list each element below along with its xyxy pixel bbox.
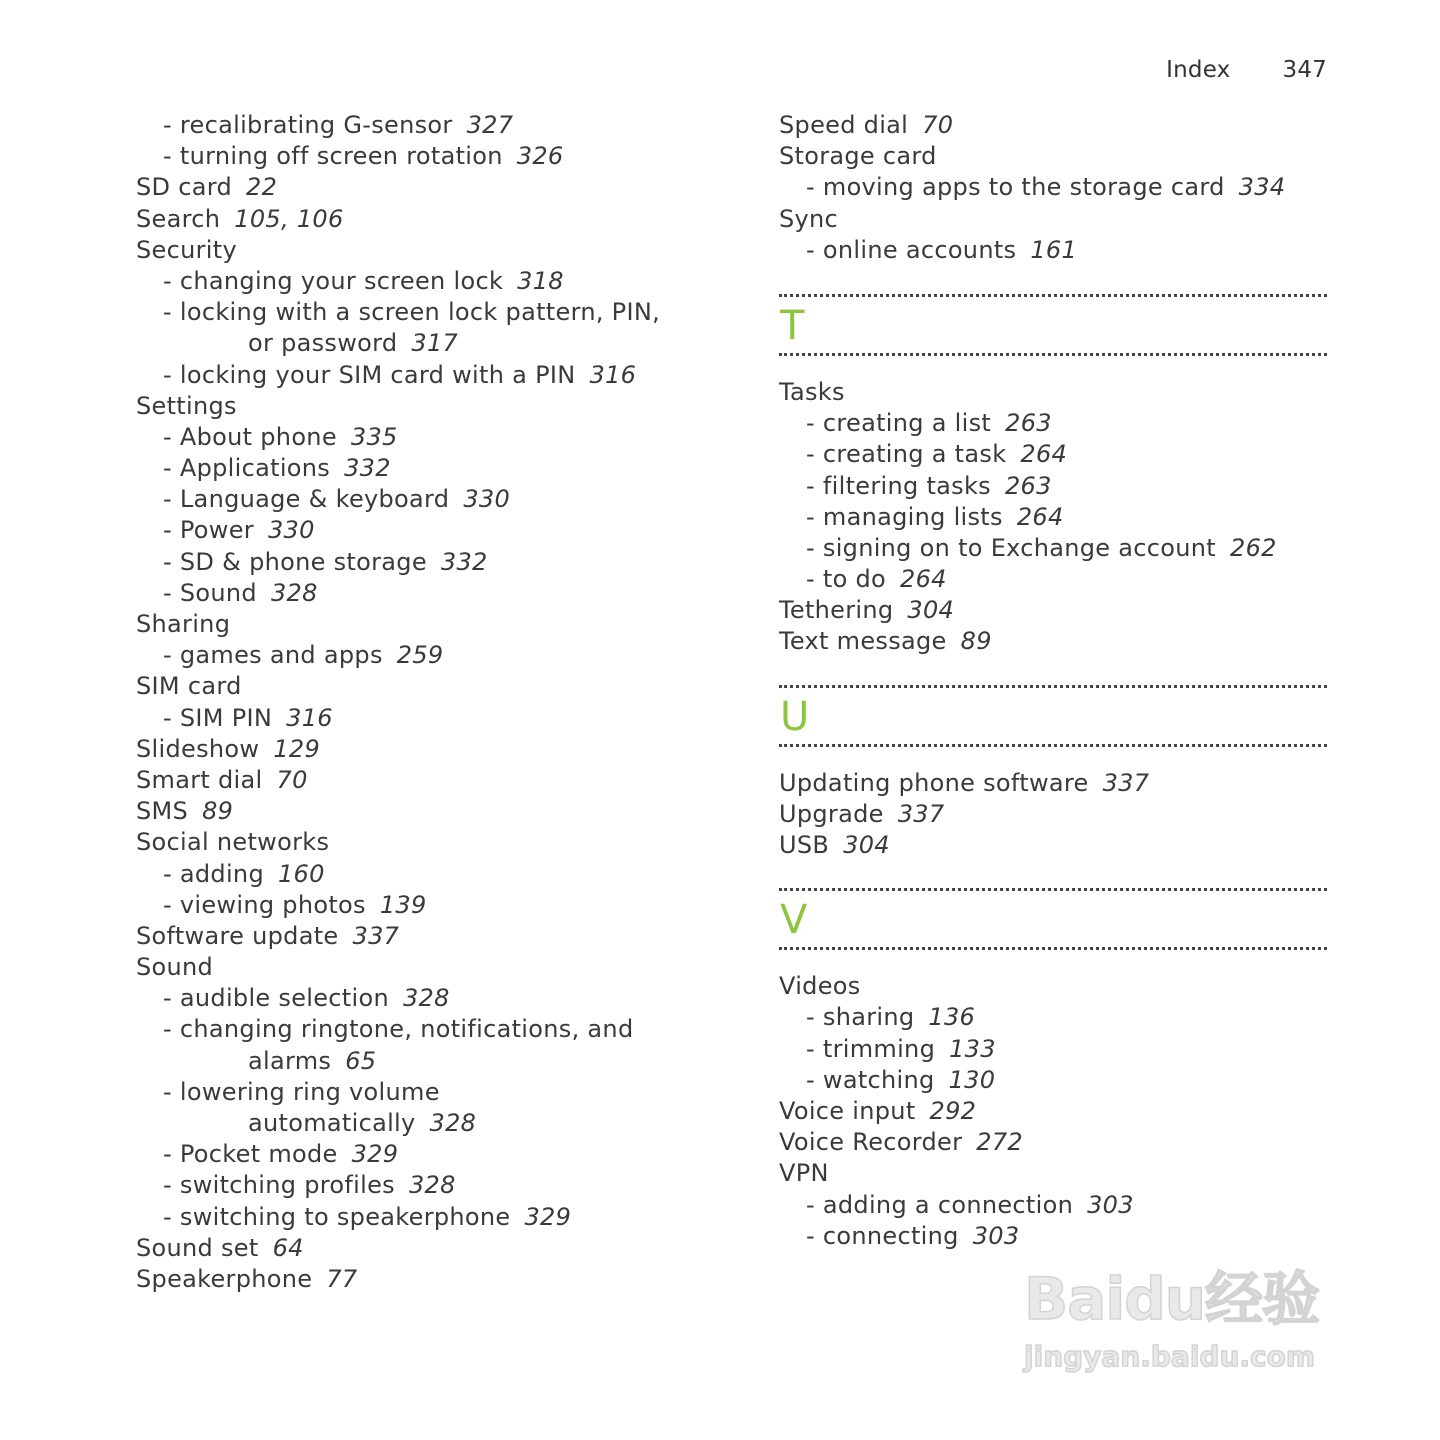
entry-page-ref[interactable]: 264 xyxy=(1020,440,1068,469)
entry-page-ref[interactable]: 303 xyxy=(972,1221,1020,1250)
index-subentry xyxy=(136,1014,736,1045)
entry-page-ref[interactable]: 328 xyxy=(408,1171,456,1200)
index-subentry xyxy=(136,890,736,921)
entry-term: Upgrade xyxy=(779,799,884,828)
entry-page-ref[interactable]: 329 xyxy=(351,1140,399,1169)
entry-page-ref[interactable]: 337 xyxy=(897,799,945,828)
index-entry xyxy=(779,971,1327,1002)
index-subentry xyxy=(136,859,736,890)
entry-term: - adding a connection xyxy=(806,1190,1074,1219)
entry-page-ref[interactable]: 89 xyxy=(202,797,234,826)
entry-page-ref[interactable]: 136 xyxy=(928,1003,976,1032)
index-entry xyxy=(779,595,1327,626)
entry-term: Speed dial xyxy=(779,111,909,139)
index-entry xyxy=(779,830,1327,861)
index-subentry xyxy=(779,235,1327,266)
index-entry xyxy=(779,1096,1327,1127)
entry-page-ref[interactable]: 328 xyxy=(270,578,318,607)
index-subentry xyxy=(136,1170,736,1201)
entry-term: VPN xyxy=(779,1159,829,1188)
index-entry xyxy=(136,1264,736,1295)
entry-term: - Language & keyboard xyxy=(163,485,450,514)
entry-term: Sound set xyxy=(136,1233,259,1262)
entry-page-ref[interactable]: 89 xyxy=(960,627,992,656)
entry-page-ref[interactable]: 330 xyxy=(267,516,315,545)
entry-term: Software update xyxy=(136,921,339,950)
index-entry xyxy=(779,1127,1327,1158)
section-entries xyxy=(779,377,1327,658)
section-letter: T xyxy=(780,302,805,349)
entry-page-ref[interactable]: 332 xyxy=(440,547,488,576)
entry-term: - recalibrating G-sensor xyxy=(163,111,453,139)
entry-page-ref[interactable]: 259 xyxy=(396,641,444,670)
entry-term: Sync xyxy=(779,204,839,233)
index-entry xyxy=(136,671,736,702)
entry-page-ref[interactable]: 337 xyxy=(352,921,400,950)
entry-page-ref[interactable]: 304 xyxy=(907,596,955,625)
entry-page-ref[interactable]: 133 xyxy=(949,1034,996,1063)
letter-section-v xyxy=(779,888,1327,1252)
index-subentry xyxy=(779,471,1327,502)
index-subentry xyxy=(779,439,1327,470)
index-subentry xyxy=(779,1002,1327,1033)
entry-page-ref[interactable]: 263 xyxy=(1004,471,1052,500)
entry-term: - Pocket mode xyxy=(163,1140,338,1169)
entry-page-ref[interactable]: 330 xyxy=(463,485,511,514)
index-entry xyxy=(779,141,1327,172)
entry-page-ref[interactable]: 263 xyxy=(1005,409,1052,438)
section-entries xyxy=(779,768,1327,862)
entry-page-ref[interactable]: 262 xyxy=(1230,533,1277,562)
entry-term: - to do xyxy=(806,565,887,594)
dotted-divider xyxy=(779,353,1327,356)
entry-term: - locking with a screen lock pattern, PIN, xyxy=(163,298,661,327)
entry-term: USB xyxy=(779,831,830,859)
entry-term: - watching xyxy=(806,1065,935,1094)
index-subentry xyxy=(779,1190,1327,1221)
index-subentry xyxy=(779,564,1327,595)
index-subentry xyxy=(136,360,736,391)
index-subentry xyxy=(136,1108,736,1139)
index-subentry xyxy=(779,172,1327,203)
index-entry xyxy=(779,626,1327,657)
entry-term: - Applications xyxy=(163,454,331,483)
entry-page-ref[interactable]: 326 xyxy=(516,142,564,171)
entry-term: Tethering xyxy=(779,596,894,625)
entry-term: - creating a list xyxy=(806,409,992,438)
letter-section-u xyxy=(779,685,1327,862)
entry-term: - games and apps xyxy=(163,641,383,670)
entry-term: - SIM PIN xyxy=(163,703,273,732)
dotted-divider xyxy=(779,744,1327,747)
section-letter: U xyxy=(780,693,810,740)
entry-term: Sharing xyxy=(136,610,231,638)
entry-term: - managing lists xyxy=(806,502,1003,531)
entry-term: - switching profiles xyxy=(163,1171,395,1200)
section-letter: V xyxy=(780,897,808,944)
index-entry xyxy=(779,1158,1327,1189)
entry-term: Sound xyxy=(136,953,214,982)
entry-term: - connecting xyxy=(806,1221,959,1250)
index-entry xyxy=(136,391,736,422)
entry-term: Storage card xyxy=(779,142,937,171)
index-subentry xyxy=(136,297,736,328)
index-entry xyxy=(136,609,736,640)
index-subentry xyxy=(136,1139,736,1170)
entry-term: SIM card xyxy=(136,672,242,701)
entry-page-ref[interactable]: 70 xyxy=(276,765,308,794)
entry-term: Search xyxy=(136,204,221,233)
entry-term: Speakerphone xyxy=(136,1264,313,1293)
watermark-brand-logo: Baidu经验 xyxy=(1024,1265,1320,1333)
index-subentry xyxy=(136,578,736,609)
entry-page-ref[interactable]: 272 xyxy=(976,1128,1023,1157)
index-entry xyxy=(779,377,1327,408)
entry-term: - locking your SIM card with a PIN xyxy=(163,360,576,389)
index-column-right xyxy=(779,110,1327,1252)
entry-term: - viewing photos xyxy=(163,890,366,919)
index-subentry xyxy=(779,1065,1327,1096)
index-subentry xyxy=(136,266,736,297)
index-column-left xyxy=(136,110,736,1295)
index-entry xyxy=(779,204,1327,235)
entry-term: - Power xyxy=(163,516,254,545)
entry-term: Tasks xyxy=(779,377,845,406)
entry-page-ref[interactable]: 327 xyxy=(466,111,514,139)
entry-page-ref[interactable]: 139 xyxy=(379,890,427,919)
letter-section-t xyxy=(779,294,1327,658)
entry-term: - Sound xyxy=(163,578,257,607)
entry-page-ref[interactable]: 329 xyxy=(524,1202,572,1231)
watermark-url: jingyan.baidu.com xyxy=(1024,1340,1316,1373)
entry-page-ref[interactable]: 318 xyxy=(517,266,564,295)
index-subentry xyxy=(136,328,736,359)
entry-page-ref[interactable]: 70 xyxy=(922,111,954,139)
entry-term: Social networks xyxy=(136,828,330,857)
entry-page-ref[interactable]: 160 xyxy=(277,859,325,888)
dotted-divider xyxy=(779,947,1327,950)
entry-term: - moving apps to the storage card xyxy=(806,173,1225,202)
entry-term: - changing your screen lock xyxy=(163,266,504,295)
index-subentry xyxy=(136,703,736,734)
index-subentry xyxy=(779,533,1327,564)
entry-page-ref[interactable]: 328 xyxy=(402,984,450,1013)
index-subentry xyxy=(136,1202,736,1233)
index-subentry xyxy=(136,484,736,515)
entry-term: - changing ringtone, notifications, and xyxy=(163,1015,634,1044)
entry-term: - filtering tasks xyxy=(806,471,991,500)
entry-page-ref[interactable]: 317 xyxy=(411,329,459,358)
entry-page-ref[interactable]: 316 xyxy=(589,360,637,389)
entry-page-ref[interactable]: 332 xyxy=(344,454,391,483)
index-subentry xyxy=(136,453,736,484)
entry-term: Voice Recorder xyxy=(779,1128,963,1157)
index-entries-s xyxy=(779,110,1327,266)
entry-page-ref[interactable]: 264 xyxy=(900,565,947,594)
index-subentry xyxy=(779,408,1327,439)
index-entry xyxy=(136,235,736,266)
entry-term: - turning off screen rotation xyxy=(163,142,503,171)
index-subentry xyxy=(136,547,736,578)
index-subentry xyxy=(779,1034,1327,1065)
entry-page-ref[interactable]: 316 xyxy=(286,703,333,732)
entry-term: - lowering ring volume xyxy=(163,1077,440,1106)
entry-term: Smart dial xyxy=(136,765,263,794)
entry-term: automatically xyxy=(248,1109,416,1137)
index-entry xyxy=(136,796,736,827)
entry-page-ref[interactable]: 64 xyxy=(272,1233,304,1262)
entry-page-ref[interactable]: 304 xyxy=(843,831,890,859)
index-entry xyxy=(136,921,736,952)
entry-page-ref[interactable]: 337 xyxy=(1102,768,1150,797)
entry-page-ref[interactable]: 22 xyxy=(246,173,278,202)
index-subentry xyxy=(779,502,1327,533)
index-subentry xyxy=(136,515,736,546)
entry-term: - switching to speakerphone xyxy=(163,1202,511,1231)
entry-page-ref[interactable]: 77 xyxy=(326,1264,358,1293)
index-entry xyxy=(136,204,736,235)
entry-term: - sharing xyxy=(806,1003,915,1032)
entry-term: - trimming xyxy=(806,1034,936,1063)
baidu-watermark xyxy=(1020,1228,1360,1388)
entry-term: Settings xyxy=(136,391,237,420)
index-subentry xyxy=(136,141,736,172)
entry-term: SD card xyxy=(136,173,233,202)
entry-page-ref[interactable]: 264 xyxy=(1016,502,1064,531)
index-entry xyxy=(136,827,736,858)
entry-term: - About phone xyxy=(163,422,337,451)
page-header xyxy=(1166,57,1327,83)
entry-page-ref[interactable]: 65 xyxy=(345,1046,377,1075)
entry-term: - signing on to Exchange account xyxy=(806,533,1217,562)
index-entry xyxy=(136,765,736,796)
entry-term: Updating phone software xyxy=(779,768,1089,797)
index-subentry xyxy=(136,422,736,453)
entry-term: Voice input xyxy=(779,1096,916,1125)
index-entry xyxy=(136,734,736,765)
index-entry xyxy=(136,1233,736,1264)
index-entry xyxy=(136,952,736,983)
index-entry xyxy=(779,768,1327,799)
index-subentry xyxy=(136,1046,736,1077)
section-entries xyxy=(779,971,1327,1252)
entry-term: alarms xyxy=(248,1046,332,1075)
index-subentry xyxy=(136,640,736,671)
section-title: Index xyxy=(1166,57,1231,83)
entry-term: Security xyxy=(136,235,237,264)
index-entry xyxy=(136,172,736,203)
entry-term: or password xyxy=(248,329,398,358)
entry-term: Videos xyxy=(779,972,861,1001)
entry-page-ref[interactable]: 335 xyxy=(350,422,398,451)
entry-term: - adding xyxy=(163,859,264,888)
entry-term: - creating a task xyxy=(806,440,1007,469)
entry-term: - SD & phone storage xyxy=(163,547,427,576)
index-subentry xyxy=(136,983,736,1014)
index-letter-sections xyxy=(779,294,1327,1252)
index-entry xyxy=(779,799,1327,830)
index-subentry xyxy=(136,1077,736,1108)
entry-term: - audible selection xyxy=(163,984,389,1013)
entry-page-ref[interactable]: 292 xyxy=(929,1096,977,1125)
index-entry xyxy=(779,110,1327,141)
entry-page-ref[interactable]: 161 xyxy=(1030,235,1078,264)
page-number: 347 xyxy=(1282,57,1327,83)
entry-term: - online accounts xyxy=(806,235,1017,264)
entry-page-ref[interactable]: 130 xyxy=(948,1065,996,1094)
entry-term: Slideshow xyxy=(136,734,260,763)
entry-page-ref[interactable]: 129 xyxy=(273,734,321,763)
entry-page-ref[interactable]: 334 xyxy=(1238,173,1286,202)
entry-page-ref[interactable]: 328 xyxy=(429,1109,477,1137)
index-subentry xyxy=(136,110,736,141)
entry-term: Text message xyxy=(779,627,947,656)
entry-page-ref[interactable]: 303 xyxy=(1087,1190,1134,1219)
entry-term: SMS xyxy=(136,797,189,826)
entry-page-ref[interactable]: 105, 106 xyxy=(234,204,344,233)
